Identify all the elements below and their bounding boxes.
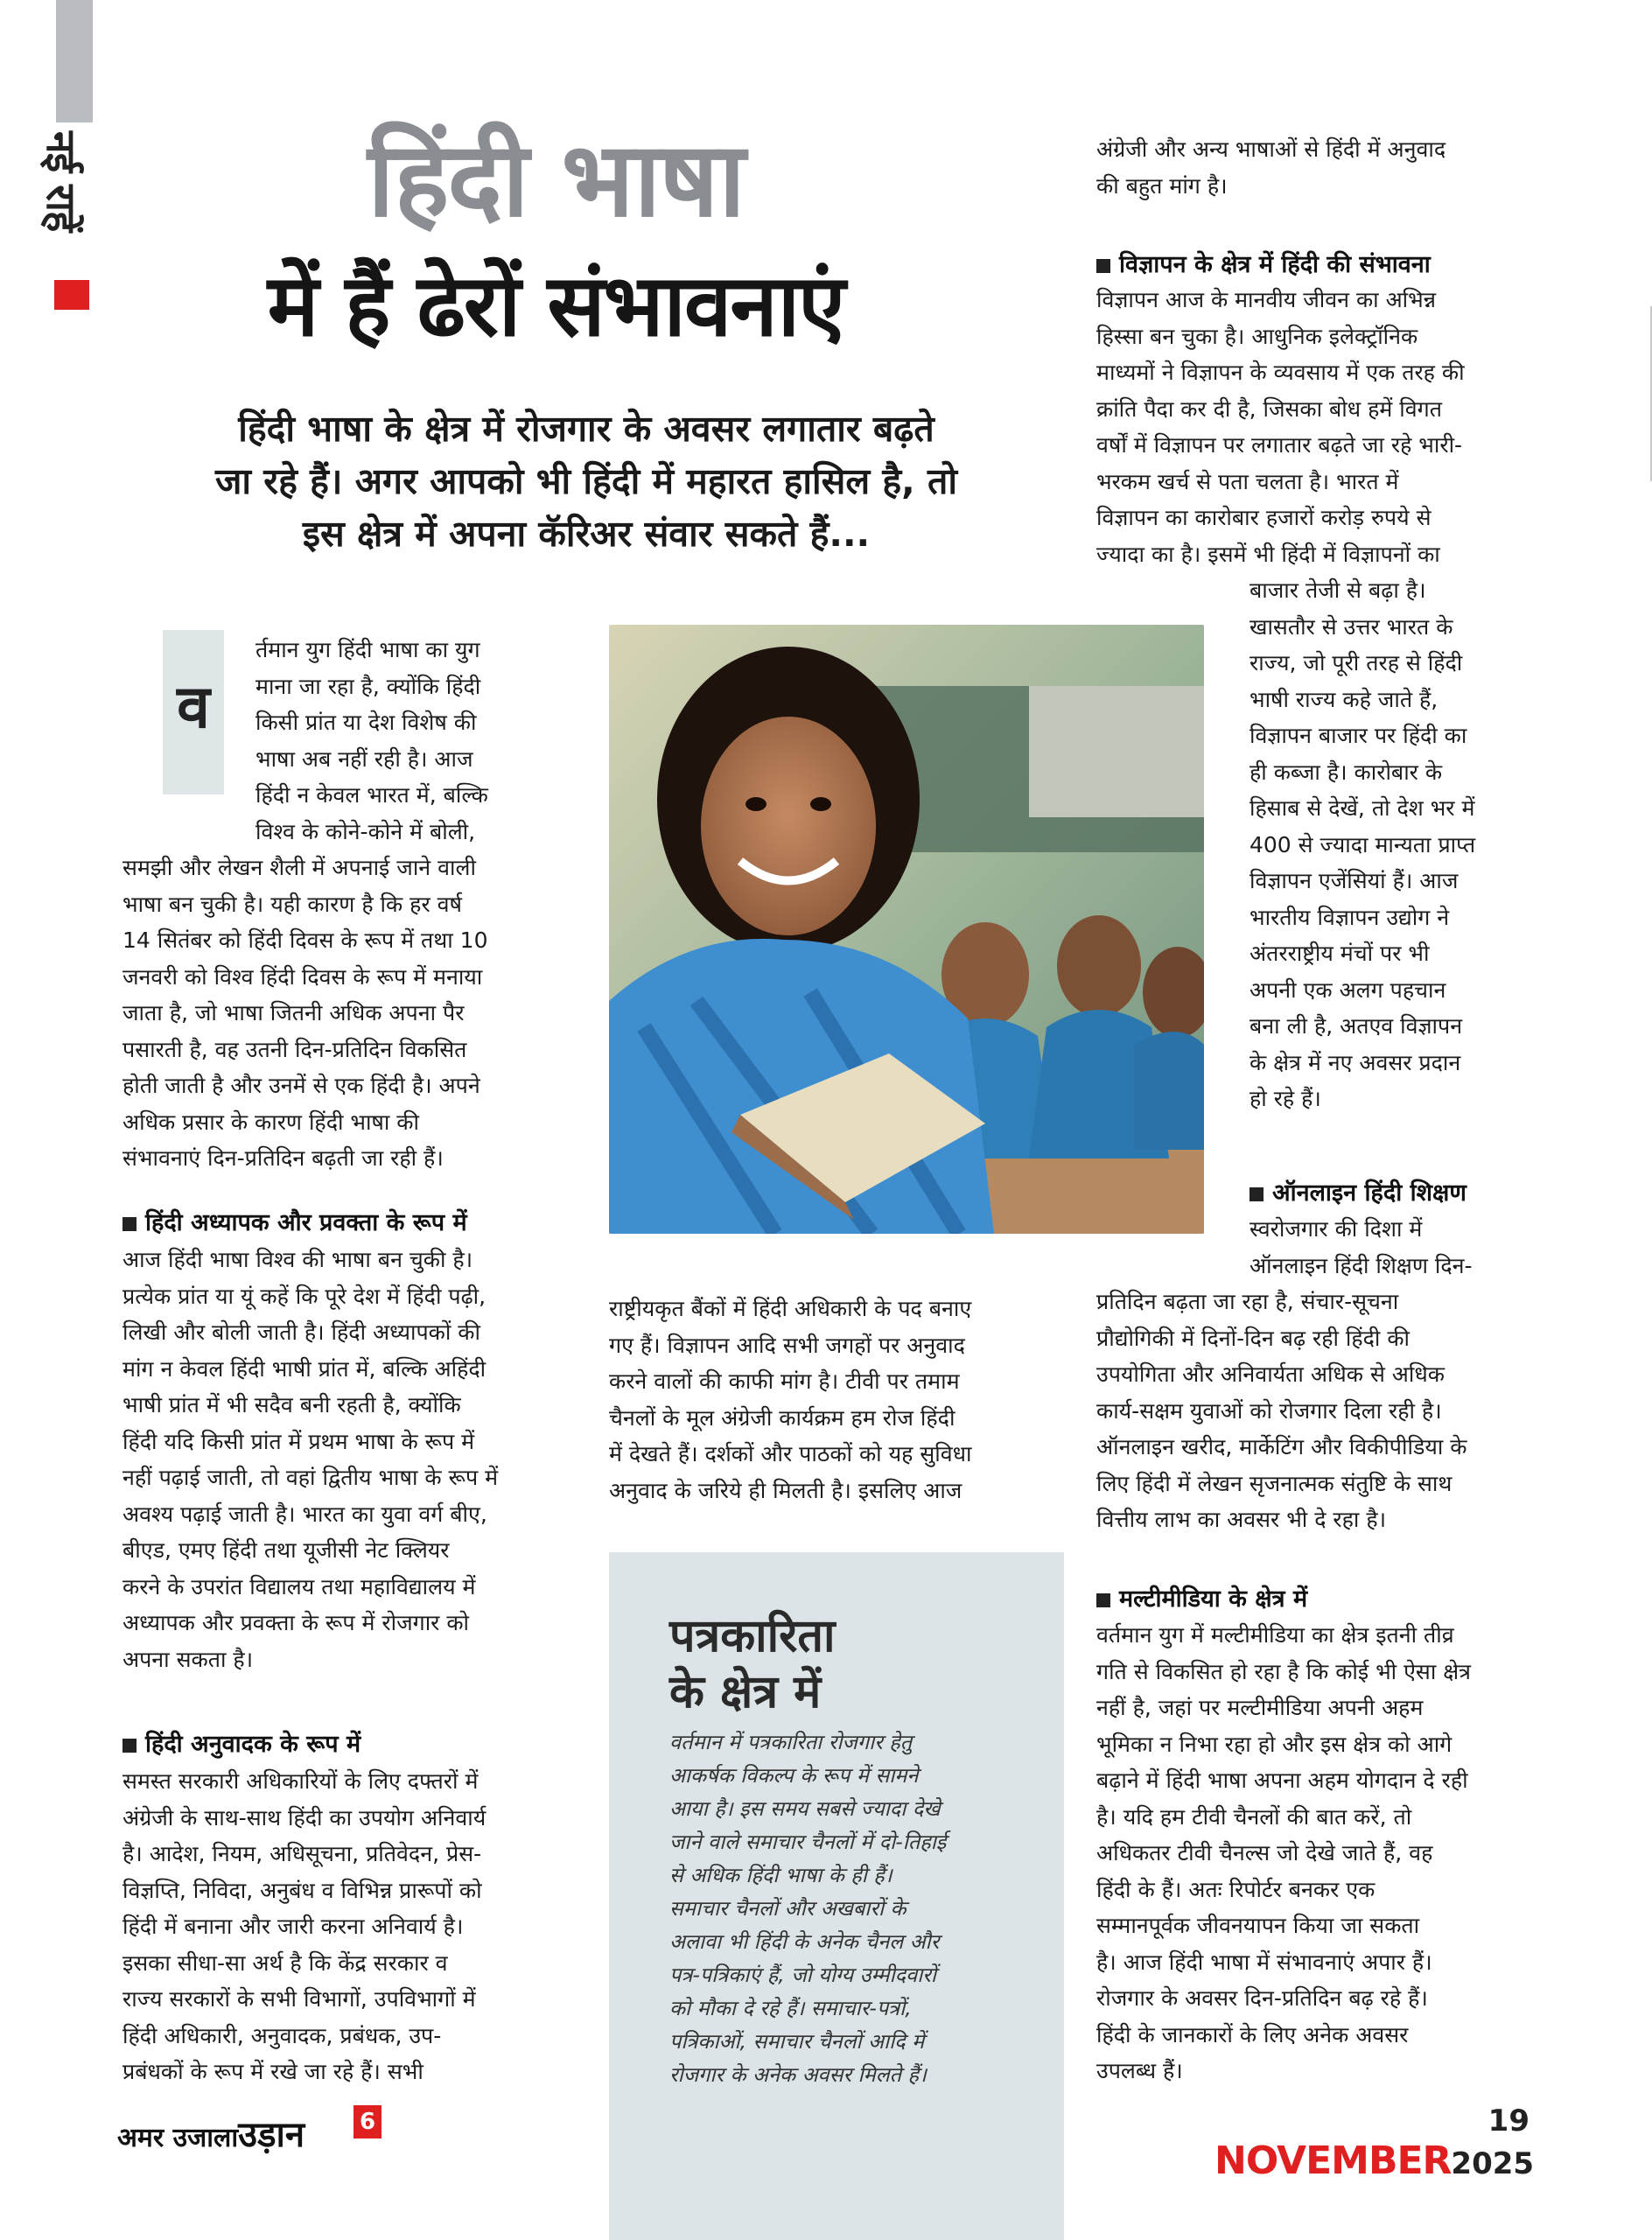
intro-text: समझी और लेखन शैली में अपनाई जाने वाली भाषा बन चुकी है। यही कारण है कि हर वर्ष 14 सितंबर को हिंदी दिवस के रूप में तथा 10 जनवरी को विश्व हिंदी दिवस के रूप में मनाया जाता है, जो भाषा जितनी अधिक अपना पैर पसारती है, वह उतनी दिन-प्रतिदिन विकसित होती जाती है और उनमें से एक हिंदी है। अपने अधिक प्रसार के कारण हिंदी भाषा की संभावनाएं दिन-प्रतिदिन बढ़ती जा रही हैं। — [122, 855, 488, 1171]
translator-text: समस्त सरकारी अधिकारियों के लिए दफ्तरों में अंग्रेजी के साथ-साथ हिंदी का उपयोग अनिवार्य है। आदेश, नियम, अधिसूचना, प्रतिवेदन, प्रेस- विज्ञप्ति, निविदा, अनुबंध व विभिन्न प्रारूपों को हिंदी में बनाना और जारी करना अनिवार्य है। इसका सीधा-सा अर्थ है कि केंद्र सरकार व राज्य सरकारों के सभी विभागों, उपविभागों में हिंदी अधिकारी, अनुवादक, प्रबंधक, उप- प्रबंधकों के रूप में रखे जा रहे हैं। सभी — [122, 1768, 486, 2084]
translator-continuation-right: अंग्रेजी और अन्य भाषाओं से हिंदी में अनुवाद की बहुत मांग है। — [1096, 136, 1446, 199]
section-marker — [54, 280, 89, 310]
section-label — [38, 131, 91, 289]
headline-line1: हिंदी भाषा — [368, 119, 744, 240]
teacher-heading: हिंदी अध्यापक और प्रवक्ता के रूप में — [122, 1208, 467, 1239]
multimedia-heading: मल्टीमीडिया के क्षेत्र में — [1096, 1584, 1307, 1615]
bullet-square-icon — [1250, 1187, 1264, 1201]
drop-cap-letter: व — [177, 673, 210, 742]
translator-continuation: राष्ट्रीयकृत बैंकों में हिंदी अधिकारी के पद बनाए गए हैं। विज्ञापन आदि सभी जगहों पर अनुवाद करने वालों की काफी मांग है। टीवी पर तमाम चैनलों के मूल अंग्रेजी कार्यक्रम हम रोज हिंदी में देखते हैं। दर्शकों और पाठकों को यह सुविधा अनुवाद के जरिये ही मिलती है। इसलिए आज — [609, 1296, 972, 1503]
journalism-box-title: पत्रकारिता के क्षेत्र में — [669, 1610, 836, 1718]
advertising-text: विज्ञापन आज के मानवीय जीवन का अभिन्न हिस्सा बन चुका है। आधुनिक इलेक्ट्रॉनिक माध्यमों ने विज्ञापन के व्यवसाय में एक तरह की क्रांति पैदा कर दी है, जिसका बोध हमें विगत वर्षों में विज्ञापन पर लगातार बढ़ते जा रहे भारी- भरकम खर्च से पता चलता है। भारत में विज्ञापन का कारोबार हजारों करोड़ रुपये से ज्यादा का है। इसमें भी हिंदी में विज्ञापनों का — [1096, 287, 1465, 567]
headline-line2: में हैं ढेरों संभावनाएं — [267, 256, 844, 356]
date-month: NOVEMBER — [1214, 2138, 1452, 2183]
online-text: प्रतिदिन बढ़ता जा रहा है, संचार-सूचना प्रौद्योगिकी में दिनों-दिन बढ़ रही हिंदी की उपयोगिता और अनिवार्यता अधिक से अधिक कार्य-सक्षम युवाओं को रोजगार दिला रही है। ऑनलाइन खरीद, मार्केटिंग और विकीपीडिया के लिए हिंदी में लेखन सृजनात्मक संतुष्टि के साथ वित्तीय लाभ का अवसर भी दे रहा है। — [1096, 1289, 1467, 1532]
advertising-heading: विज्ञापन के क्षेत्र में हिंदी की संभावना — [1096, 249, 1431, 281]
intro-text-beside-dropcap: र्तमान युग हिंदी भाषा का युग माना जा रहा है, क्योंकि हिंदी किसी प्रांत या देश विशेष की भाषा अब नहीं रही है। आज हिंदी न केवल भारत में, बल्कि विश्व के कोने-कोने में बोली, — [256, 637, 488, 844]
date-day: 19 — [1488, 2104, 1530, 2138]
bullet-square-icon — [1096, 1593, 1110, 1607]
date-year: 2025 — [1451, 2146, 1535, 2181]
standfirst: हिंदी भाषा के क्षेत्र में रोजगार के अवसर लगातार बढ़ते जा रहे हैं। अगर आपको भी हिंदी में महारत हासिल है, तो इस क्षेत्र में अपना कॅरिअर संवार सकते हैं... — [214, 408, 958, 555]
bullet-square-icon — [122, 1739, 136, 1753]
issue-date — [1214, 2104, 1535, 2183]
page-number: 6 — [354, 2105, 382, 2138]
logo-product: उड़ान — [238, 2115, 305, 2155]
side-accent-bar — [56, 0, 93, 122]
logo-brand: अमर उजाला — [117, 2123, 239, 2153]
bullet-square-icon — [1096, 259, 1110, 273]
translator-heading: हिंदी अनुवादक के रूप में — [122, 1729, 360, 1760]
teacher-photo — [609, 625, 1204, 1234]
bullet-square-icon — [122, 1217, 136, 1231]
journalism-box-text: वर्तमान में पत्रकारिता रोजगार हेतु आकर्षक विकल्प के रूप में सामने आया है। इस समय सबसे ज्यादा देखे जाने वाले समाचार चैनलों में दो-तिहाई से अधिक हिंदी भाषा के ही हैं। समाचार चैनलों और अखबारों के अलावा भी हिंदी के अनेक चैनल और पत्र-पत्रिकाएं हैं, जो योग्य उम्मीदवारों को मौका दे रहे हैं। समाचार-पत्रों, पत्रिकाओं, समाचार चैनलों आदि में रोजगार के अनेक अवसर मिलते हैं। — [669, 1730, 947, 2087]
publication-logo — [117, 2109, 304, 2157]
advertising-text-narrow: बाजार तेजी से बढ़ा है। खासतौर से उत्तर भारत के राज्य, जो पूरी तरह से हिंदी भाषी राज्य कहे जाते हैं, विज्ञापन बाजार पर हिंदी का ही कब्जा है। कारोबार के हिसाब से देखें, तो देश भर में 400 से ज्यादा मान्यता प्राप्त विज्ञापन एजेंसियां हैं। आज भारतीय विज्ञापन उद्योग ने अंतरराष्ट्रीय मंचों पर भी अपनी एक अलग पहचान बना ली है, अतएव विज्ञापन के क्षेत्र में नए अवसर प्रदान हो रहे हैं। — [1250, 578, 1476, 1111]
online-text-narrow: स्वरोजगार की दिशा में ऑनलाइन हिंदी शिक्षण दिन- — [1250, 1216, 1473, 1278]
multimedia-text: वर्तमान युग में मल्टीमीडिया का क्षेत्र इतनी तीव्र गति से विकसित हो रहा है कि कोई भी ऐसा क्षेत्र नहीं है, जहां पर मल्टीमीडिया अपनी अहम भूमिका न निभा रहा हो और इस क्षेत्र को आगे बढ़ाने में हिंदी भाषा अपना अहम योगदान दे रही है। यदि हम टीवी चैनलों की बात करें, तो अधिकतर टीवी चैनल्स जो देखे जाते हैं, वह हिंदी के हैं। अतः रिपोर्टर बनकर एक सम्मानपूर्वक जीवनयापन किया जा सकता है। आज हिंदी भाषा में संभावनाएं अपार हैं। रोजगार के अवसर दिन-प्रतिदिन बढ़ रहे हैं। हिंदी के जानकारों के लिए अनेक अवसर उपलब्ध हैं। — [1096, 1622, 1471, 2083]
online-heading: ऑनलाइन हिंदी शिक्षण — [1250, 1178, 1466, 1209]
section-label-text: नई राहें — [38, 131, 85, 232]
drop-cap — [163, 630, 224, 794]
teacher-text: आज हिंदी भाषा विश्व की भाषा बन चुकी है। प्रत्येक प्रांत या यूं कहें कि पूरे देश में हिंदी पढ़ी, लिखी और बोली जाती है। हिंदी अध्यापकों की मांग न केवल हिंदी भाषी प्रांत में, बल्कि अहिंदी भाषी प्रांत में भी सदैव बनी रहती है, क्योंकि हिंदी यदि किसी प्रांत में प्रथम भाषा के रूप में नहीं पढ़ाई जाती, तो वहां द्वितीय भाषा के रूप में अवश्य पढ़ाई जाती है। भारत का युवा वर्ग बीए, बीएड, एमए हिंदी तथा यूजीसी नेट क्लियर करने के उपरांत विद्यालय तथा महाविद्यालय में अध्यापक और प्रवक्ता के रूप में रोजगार को अपना सकता है। — [122, 1247, 499, 1672]
